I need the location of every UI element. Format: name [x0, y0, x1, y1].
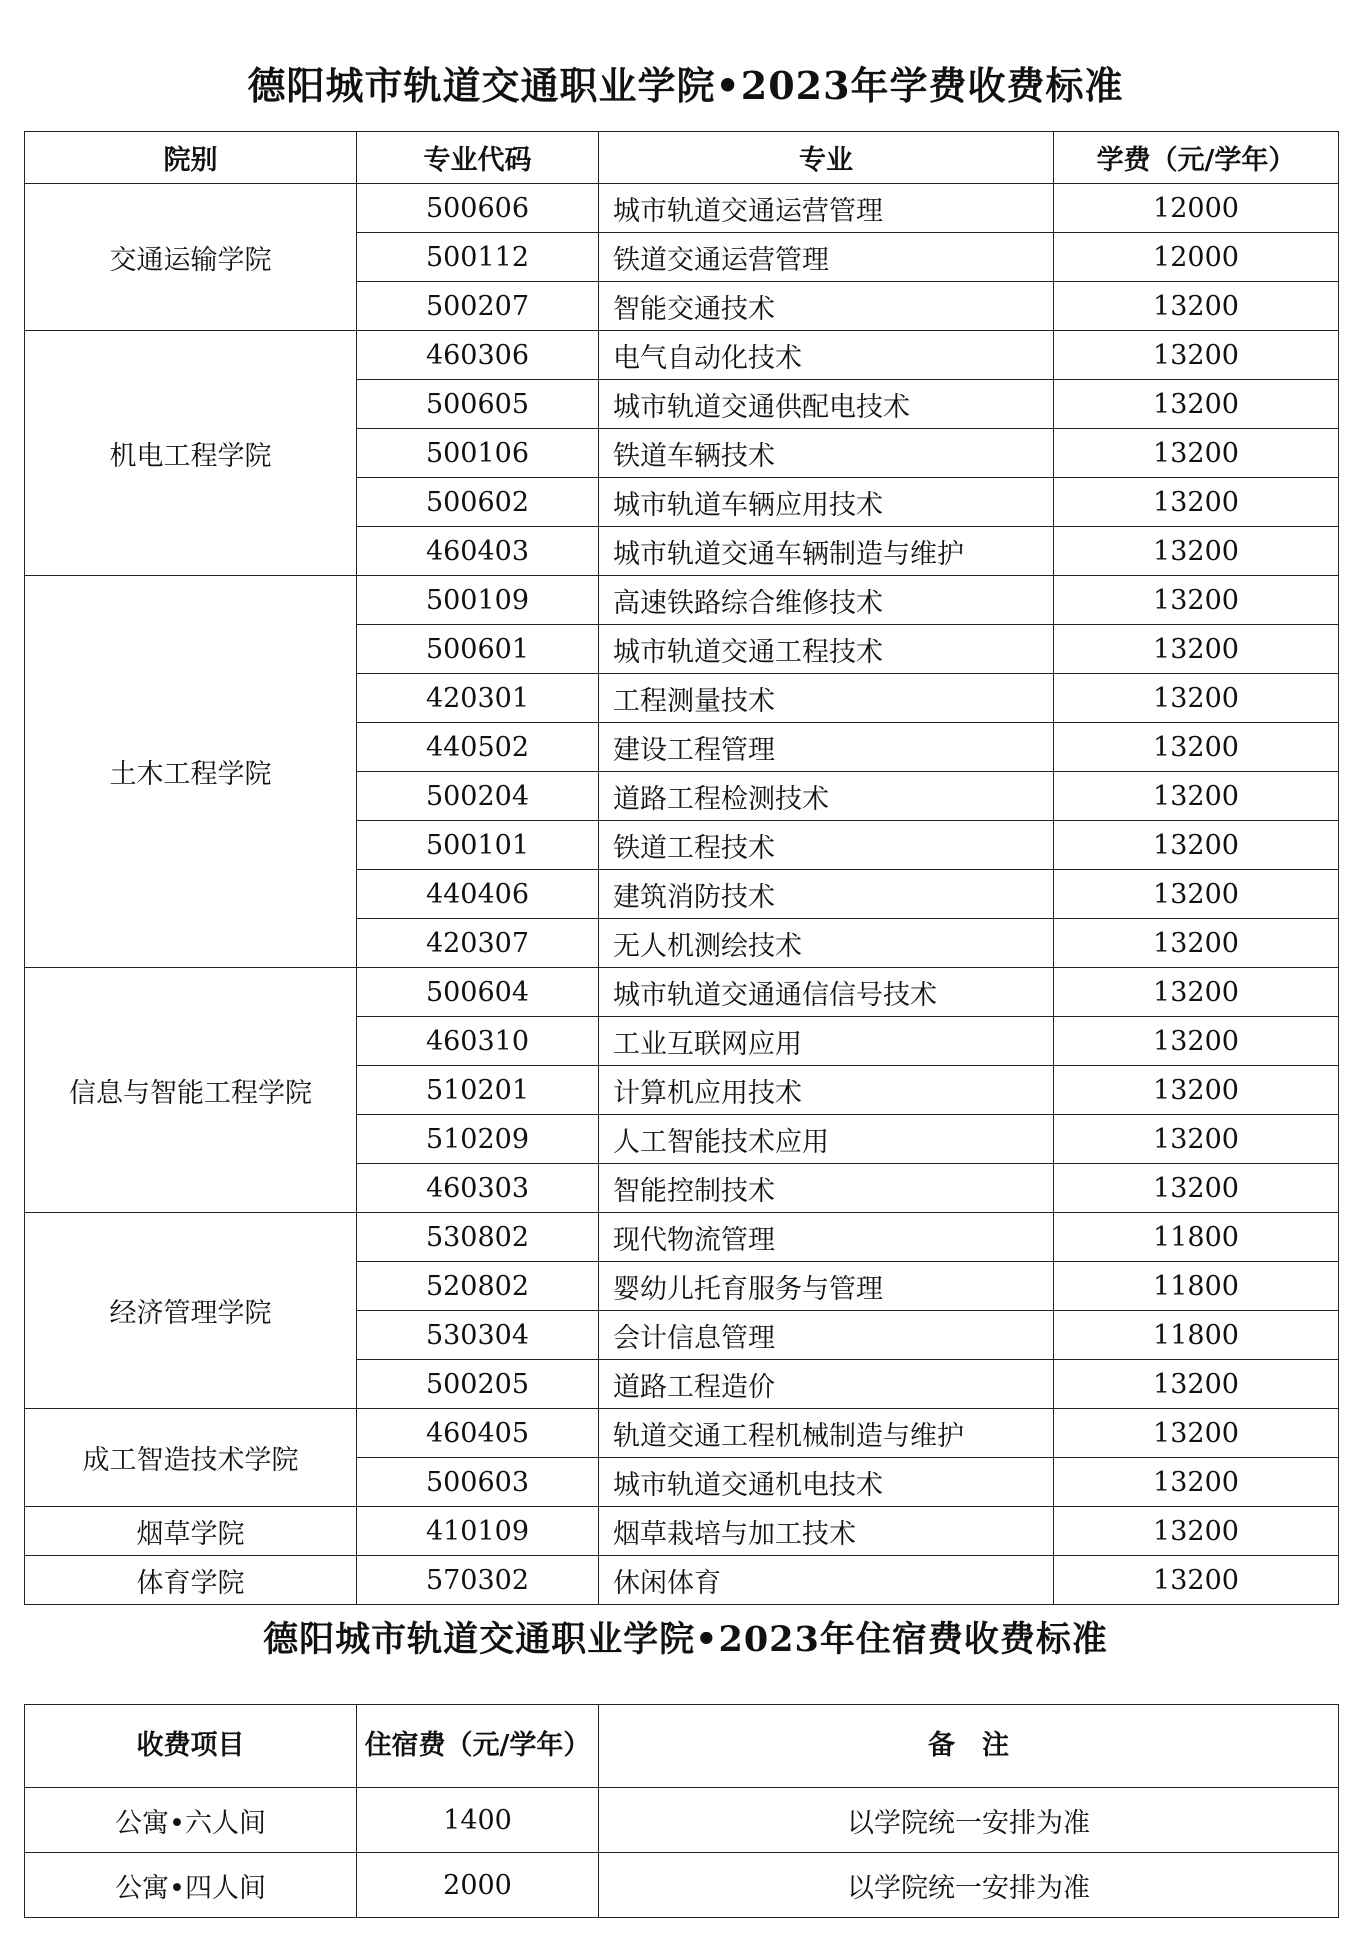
major-name: 智能控制技术	[599, 1164, 1054, 1213]
major-name: 工业互联网应用	[599, 1017, 1054, 1066]
major-code: 500106	[357, 429, 599, 478]
tuition-body	[25, 184, 1339, 1605]
major-code: 500601	[357, 625, 599, 674]
major-name: 道路工程检测技术	[599, 772, 1054, 821]
major-code: 460306	[357, 331, 599, 380]
fee-item: 公寓•四人间	[25, 1853, 357, 1918]
major-name: 智能交通技术	[599, 282, 1054, 331]
note: 以学院统一安排为准	[599, 1788, 1339, 1853]
fee-item: 公寓•六人间	[25, 1788, 357, 1853]
tuition-fee: 13200	[1054, 723, 1339, 772]
header-fee-item: 收费项目	[25, 1705, 357, 1788]
tuition-fee: 13200	[1054, 968, 1339, 1017]
tuition-fee: 11800	[1054, 1213, 1339, 1262]
tuition-fee: 11800	[1054, 1311, 1339, 1360]
major-name: 烟草栽培与加工技术	[599, 1507, 1054, 1556]
major-code: 420301	[357, 674, 599, 723]
table-row	[25, 576, 1339, 625]
major-code: 500101	[357, 821, 599, 870]
dorm-table	[24, 1704, 1339, 1918]
major-name: 婴幼儿托育服务与管理	[599, 1262, 1054, 1311]
major-name: 城市轨道交通机电技术	[599, 1458, 1054, 1507]
table-row	[25, 184, 1339, 233]
tuition-fee: 13200	[1054, 429, 1339, 478]
major-name: 铁道工程技术	[599, 821, 1054, 870]
tuition-fee: 13200	[1054, 1017, 1339, 1066]
major-name: 无人机测绘技术	[599, 919, 1054, 968]
header-note: 备 注	[599, 1705, 1339, 1788]
college-name: 烟草学院	[25, 1507, 357, 1556]
major-name: 城市轨道交通车辆制造与维护	[599, 527, 1054, 576]
major-name: 会计信息管理	[599, 1311, 1054, 1360]
college-name: 土木工程学院	[25, 576, 357, 968]
header-major-code: 专业代码	[357, 132, 599, 184]
college-name: 体育学院	[25, 1556, 357, 1605]
header-dorm-fee: 住宿费（元/学年）	[357, 1705, 599, 1788]
dorm-title: 德阳城市轨道交通职业学院•2023年住宿费收费标准	[263, 1619, 1108, 1660]
major-name: 城市轨道交通供配电技术	[599, 380, 1054, 429]
major-name: 道路工程造价	[599, 1360, 1054, 1409]
tuition-fee: 13200	[1054, 282, 1339, 331]
tuition-fee: 13200	[1054, 331, 1339, 380]
table-row	[25, 1788, 1339, 1853]
major-name: 城市轨道车辆应用技术	[599, 478, 1054, 527]
major-name: 电气自动化技术	[599, 331, 1054, 380]
table-row	[25, 968, 1339, 1017]
major-code: 460310	[357, 1017, 599, 1066]
tuition-fee: 12000	[1054, 233, 1339, 282]
table-row	[25, 1853, 1339, 1918]
major-code: 500606	[357, 184, 599, 233]
table-row	[25, 1507, 1339, 1556]
major-name: 休闲体育	[599, 1556, 1054, 1605]
major-name: 现代物流管理	[599, 1213, 1054, 1262]
dorm-header-row	[25, 1705, 1339, 1788]
major-name: 城市轨道交通运营管理	[599, 184, 1054, 233]
major-code: 520802	[357, 1262, 599, 1311]
table-row	[25, 1409, 1339, 1458]
tuition-fee: 13200	[1054, 919, 1339, 968]
major-name: 轨道交通工程机械制造与维护	[599, 1409, 1054, 1458]
tuition-fee: 13200	[1054, 1066, 1339, 1115]
table-row	[25, 331, 1339, 380]
major-name: 建设工程管理	[599, 723, 1054, 772]
dorm-fee: 2000	[357, 1853, 599, 1918]
major-code: 420307	[357, 919, 599, 968]
major-code: 500604	[357, 968, 599, 1017]
dorm-fee: 1400	[357, 1788, 599, 1853]
tuition-fee: 13200	[1054, 870, 1339, 919]
major-code: 500602	[357, 478, 599, 527]
major-code: 570302	[357, 1556, 599, 1605]
tuition-fee: 13200	[1054, 1507, 1339, 1556]
table-row	[25, 1213, 1339, 1262]
tuition-fee: 13200	[1054, 478, 1339, 527]
tuition-fee: 13200	[1054, 772, 1339, 821]
major-name: 工程测量技术	[599, 674, 1054, 723]
major-name: 人工智能技术应用	[599, 1115, 1054, 1164]
major-code: 440502	[357, 723, 599, 772]
major-code: 440406	[357, 870, 599, 919]
major-code: 500603	[357, 1458, 599, 1507]
major-name: 铁道交通运营管理	[599, 233, 1054, 282]
tuition-fee: 13200	[1054, 1360, 1339, 1409]
tuition-fee: 12000	[1054, 184, 1339, 233]
header-tuition-fee: 学费（元/学年）	[1054, 132, 1339, 184]
note: 以学院统一安排为准	[599, 1853, 1339, 1918]
major-code: 500112	[357, 233, 599, 282]
major-code: 500109	[357, 576, 599, 625]
tuition-title: 德阳城市轨道交通职业学院•2023年学费收费标准	[247, 63, 1124, 108]
major-name: 铁道车辆技术	[599, 429, 1054, 478]
major-name: 城市轨道交通工程技术	[599, 625, 1054, 674]
major-name: 城市轨道交通通信信号技术	[599, 968, 1054, 1017]
college-name: 机电工程学院	[25, 331, 357, 576]
tuition-fee: 13200	[1054, 625, 1339, 674]
major-code: 530304	[357, 1311, 599, 1360]
table-row	[25, 1556, 1339, 1605]
major-code: 510201	[357, 1066, 599, 1115]
tuition-fee: 13200	[1054, 527, 1339, 576]
college-name: 经济管理学院	[25, 1213, 357, 1409]
major-code: 500205	[357, 1360, 599, 1409]
major-code: 410109	[357, 1507, 599, 1556]
tuition-header-row	[25, 132, 1339, 184]
tuition-fee: 13200	[1054, 821, 1339, 870]
tuition-fee: 13200	[1054, 1458, 1339, 1507]
tuition-table	[24, 131, 1339, 1605]
tuition-fee: 13200	[1054, 1164, 1339, 1213]
college-name: 信息与智能工程学院	[25, 968, 357, 1213]
major-code: 460303	[357, 1164, 599, 1213]
major-code: 510209	[357, 1115, 599, 1164]
tuition-fee: 13200	[1054, 380, 1339, 429]
major-code: 500207	[357, 282, 599, 331]
major-code: 530802	[357, 1213, 599, 1262]
tuition-fee: 11800	[1054, 1262, 1339, 1311]
major-code: 500204	[357, 772, 599, 821]
major-code: 460405	[357, 1409, 599, 1458]
tuition-fee: 13200	[1054, 1115, 1339, 1164]
college-name: 交通运输学院	[25, 184, 357, 331]
tuition-fee: 13200	[1054, 674, 1339, 723]
tuition-fee: 13200	[1054, 1409, 1339, 1458]
tuition-fee: 13200	[1054, 1556, 1339, 1605]
major-name: 建筑消防技术	[599, 870, 1054, 919]
college-name: 成工智造技术学院	[25, 1409, 357, 1507]
major-code: 500605	[357, 380, 599, 429]
major-name: 高速铁路综合维修技术	[599, 576, 1054, 625]
header-major: 专业	[599, 132, 1054, 184]
major-name: 计算机应用技术	[599, 1066, 1054, 1115]
major-code: 460403	[357, 527, 599, 576]
tuition-fee: 13200	[1054, 576, 1339, 625]
header-college: 院别	[25, 132, 357, 184]
dorm-body	[25, 1788, 1339, 1918]
